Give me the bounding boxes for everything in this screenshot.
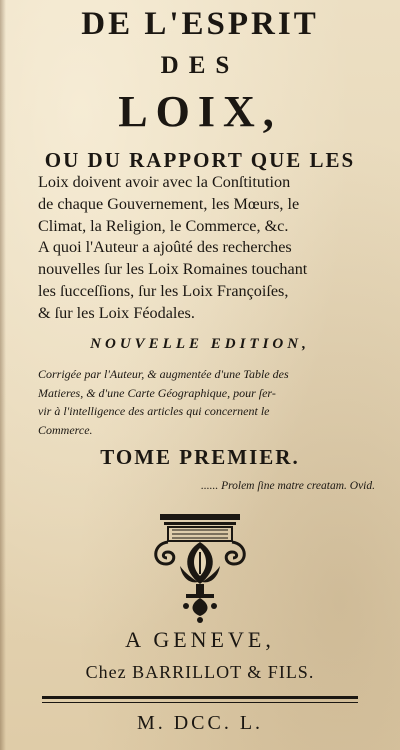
body-line: Climat, la Religion, le Commerce, &c.	[38, 216, 289, 235]
place-of-publication: A GENEVE,	[125, 627, 275, 652]
title-line-1: DE L'ESPRIT	[81, 6, 319, 42]
corrections-line: vir à l'intelligence des articles qui concernent le	[38, 404, 270, 418]
body-line: A quoi l'Auteur a ajoûté des recherches	[38, 238, 292, 257]
thick-rule	[42, 696, 358, 699]
body-line: & ſur les Loix Féodales.	[38, 303, 195, 322]
edition-line: NOUVELLE EDITION,	[90, 336, 310, 352]
title-line-2: DES	[160, 52, 240, 79]
body-line: Loix doivent avoir avec la Conſtitution	[38, 173, 291, 191]
thin-rule	[42, 702, 358, 703]
body-line: nouvelles ſur les Loix Romaines touchant	[38, 260, 308, 279]
body-line: les ſucceſſions, ſur les Loix Françoiſes,	[38, 281, 289, 300]
subtitle: OU DU RAPPORT QUE LES	[44, 148, 356, 172]
corrections-line: Matieres, & d'une Carte Géographique, pour ſer-	[38, 385, 276, 400]
epigraph: ...... Prolem ſine matre creatam. Ovid.	[200, 480, 375, 492]
corrections-note	[38, 365, 378, 439]
subtitle-body	[38, 172, 378, 325]
volume-label: TOME PREMIER.	[100, 445, 300, 469]
corrections-line: Commerce.	[38, 422, 93, 437]
title-line-3: LOIX,	[118, 87, 282, 136]
publication-date: M. DCC. L.	[136, 712, 264, 734]
body-line: de chaque Gouvernement, les Mœurs, le	[38, 194, 300, 213]
printer-name: Chez BARRILLOT & FILS.	[85, 662, 315, 682]
fleuron-ornament-icon	[150, 512, 250, 624]
corrections-line: Corrigée par l'Auteur, & augmentée d'une Table des	[38, 367, 289, 381]
